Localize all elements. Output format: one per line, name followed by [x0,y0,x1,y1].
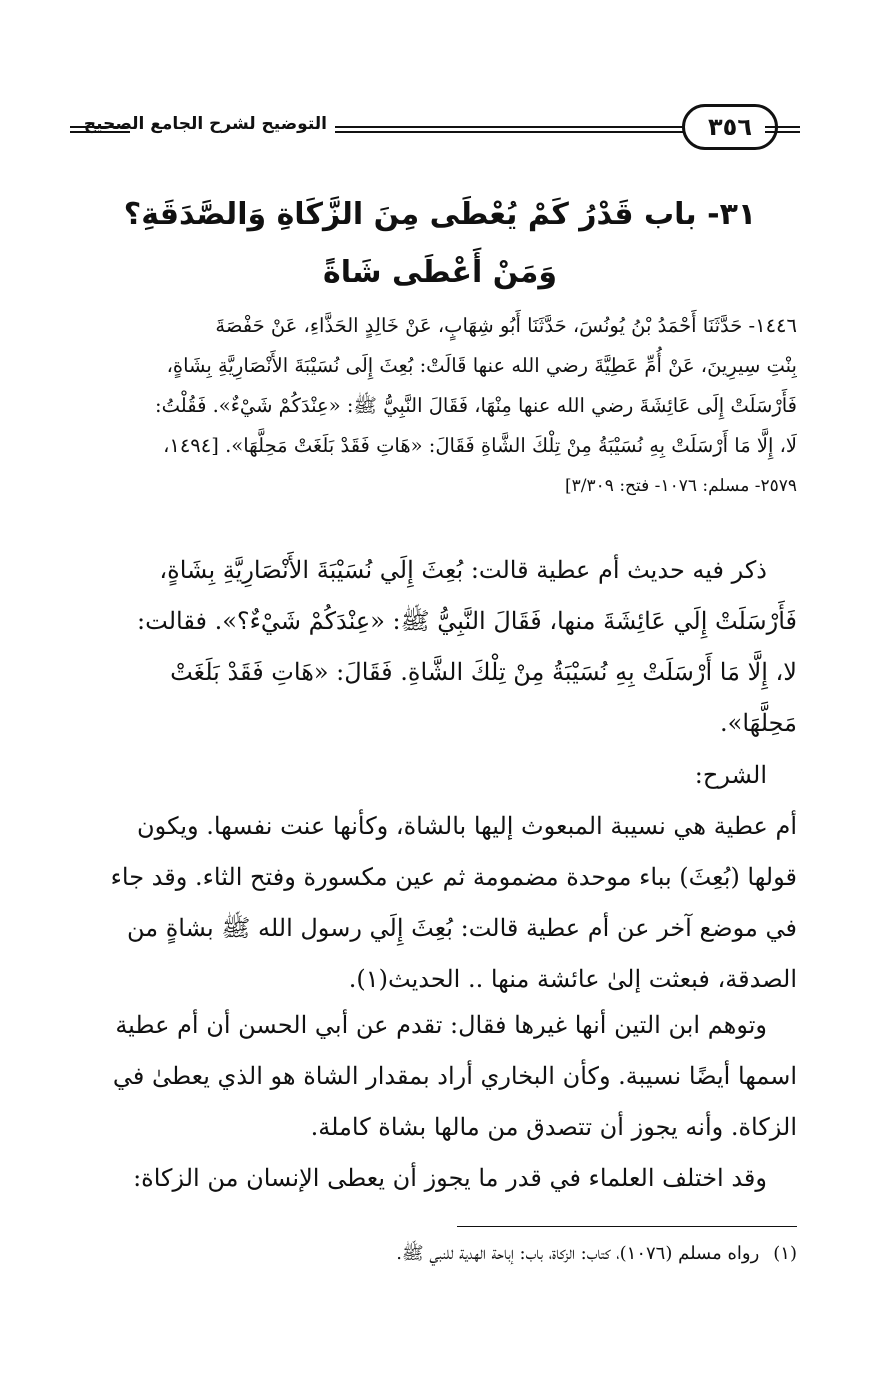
footnote-marker: (١) [773,1243,797,1264]
paragraph-line: الصدقة، فبعثت إلىٰ عائشة منها .. الحديث(١). [348,965,797,993]
sharh-label: الشرح: [694,761,767,789]
paragraph-line: وقد اختلف العلماء في قدر ما يجوز أن يعطى الإنسان من الزكاة: [133,1164,767,1192]
hadith-line: فَأَرْسَلَتْ إِلَى عَائِشَةَ رضي الله عنها مِنْهَا، فَقَالَ النَّبِيُّ ﷺ: «عِنْدَكُمْ شَيْءٌ». فَقُلْتُ: [155,394,797,417]
paragraph-line: الزكاة. وأنه يجوز أن تتصدق من مالها بشاة كاملة. [310,1113,797,1141]
paragraph-line: ذكر فيه حديث أم عطية قالت: بُعِثَ إِلَي نُسَيْبَةَ الأَنْصَارِيَّةِ بِشَاةٍ، [159,556,767,584]
hadith-line: ١٤٤٦- حَدَّثَنَا أَحْمَدُ بْنُ يُونُسَ، حَدَّثَنَا أَبُو شِهَابٍ، عَنْ خَالِدٍ الحَذَّاءِ، عَنْ حَفْصَةَ [215,314,797,337]
paragraph-commentary-1 [67,801,797,1005]
chapter-title [60,186,820,302]
paragraph-line: في موضع آخر عن أم عطية قالت: بُعِثَ إِلَي رسول الله ﷺ بشاةٍ من [126,914,797,942]
paragraph-line: مَحِلَّهَا». [720,709,797,737]
paragraph-commentary-3 [67,1153,797,1204]
paragraph-commentary-2 [67,1000,797,1153]
sharh-heading [67,750,797,801]
hadith-line: بِنْتِ سِيرِينَ، عَنْ أُمِّ عَطِيَّةَ رضي الله عنها قَالَتْ: بُعِثَ إِلَى نُسَيْبَةَ الأَنْصَارِيَّةِ بِشَاةٍ، [166,354,797,377]
paragraph-line: قولها (بُعِثَ) بباء موحدة مضمومة ثم عين مكسورة وفتح الثاء. وقد جاء [110,863,797,891]
header-rule-right [765,126,800,133]
footnote-separator [457,1226,797,1227]
footnote [67,1236,797,1272]
chapter-title-line-1: ٣١- باب قَدْرُ كَمْ يُعْطَى مِنَ الزَّكَاةِ وَالصَّدَقَةِ؟ [123,197,757,232]
running-header [70,100,800,156]
running-title: التوضيح لشرح الجامع الصحيح [83,114,327,134]
chapter-title-line-2: وَمَنْ أَعْطَى شَاةً [323,255,557,290]
paragraph-line: لا، إِلَّا مَا أَرْسَلَتْ بِهِ نُسَيْبَةُ مِنْ تِلْكَ الشَّاةِ. فَقَالَ: «هَاتِ فَقَدْ بَلَغَتْ [170,658,797,686]
footnote-text: رواه مسلم (١٠٧٦)، كتاب: الزكاة، باب: إباحة الهدية للنبي ﷺ. [396,1243,760,1264]
hadith-text [67,306,797,506]
paragraph-line: فَأَرْسَلَتْ إِلَي عَائِشَةَ منها، فَقَالَ النَّبِيُّ ﷺ: «عِنْدَكُمْ شَيْءٌ؟». فقالت: [137,607,797,635]
hadith-reference-line: ٢٥٧٩- مسلم: ١٠٧٦- فتح: ٣/٣٠٩] [565,476,797,496]
hadith-line: لَا، إِلَّا مَا أَرْسَلَتْ بِهِ نُسَيْبَةُ مِنْ تِلْكَ الشَّاةِ فَقَالَ: «هَاتِ فَقَدْ بَلَغَتْ مَحِلَّهَا». [١٤٩٤، [163,434,797,457]
paragraph-intro [67,545,797,749]
page-number: ٣٥٦ [682,104,778,150]
paragraph-line: وتوهم ابن التين أنها غيرها فقال: تقدم عن أبي الحسن أن أم عطية [115,1011,767,1039]
paragraph-line: أم عطية هي نسيبة المبعوث إليها بالشاة، وكأنها عنت نفسها. ويكون [137,812,797,840]
paragraph-line: اسمها أيضًا نسيبة. وكأن البخاري أراد بمقدار الشاة هو الذي يعطىٰ في [112,1062,797,1090]
